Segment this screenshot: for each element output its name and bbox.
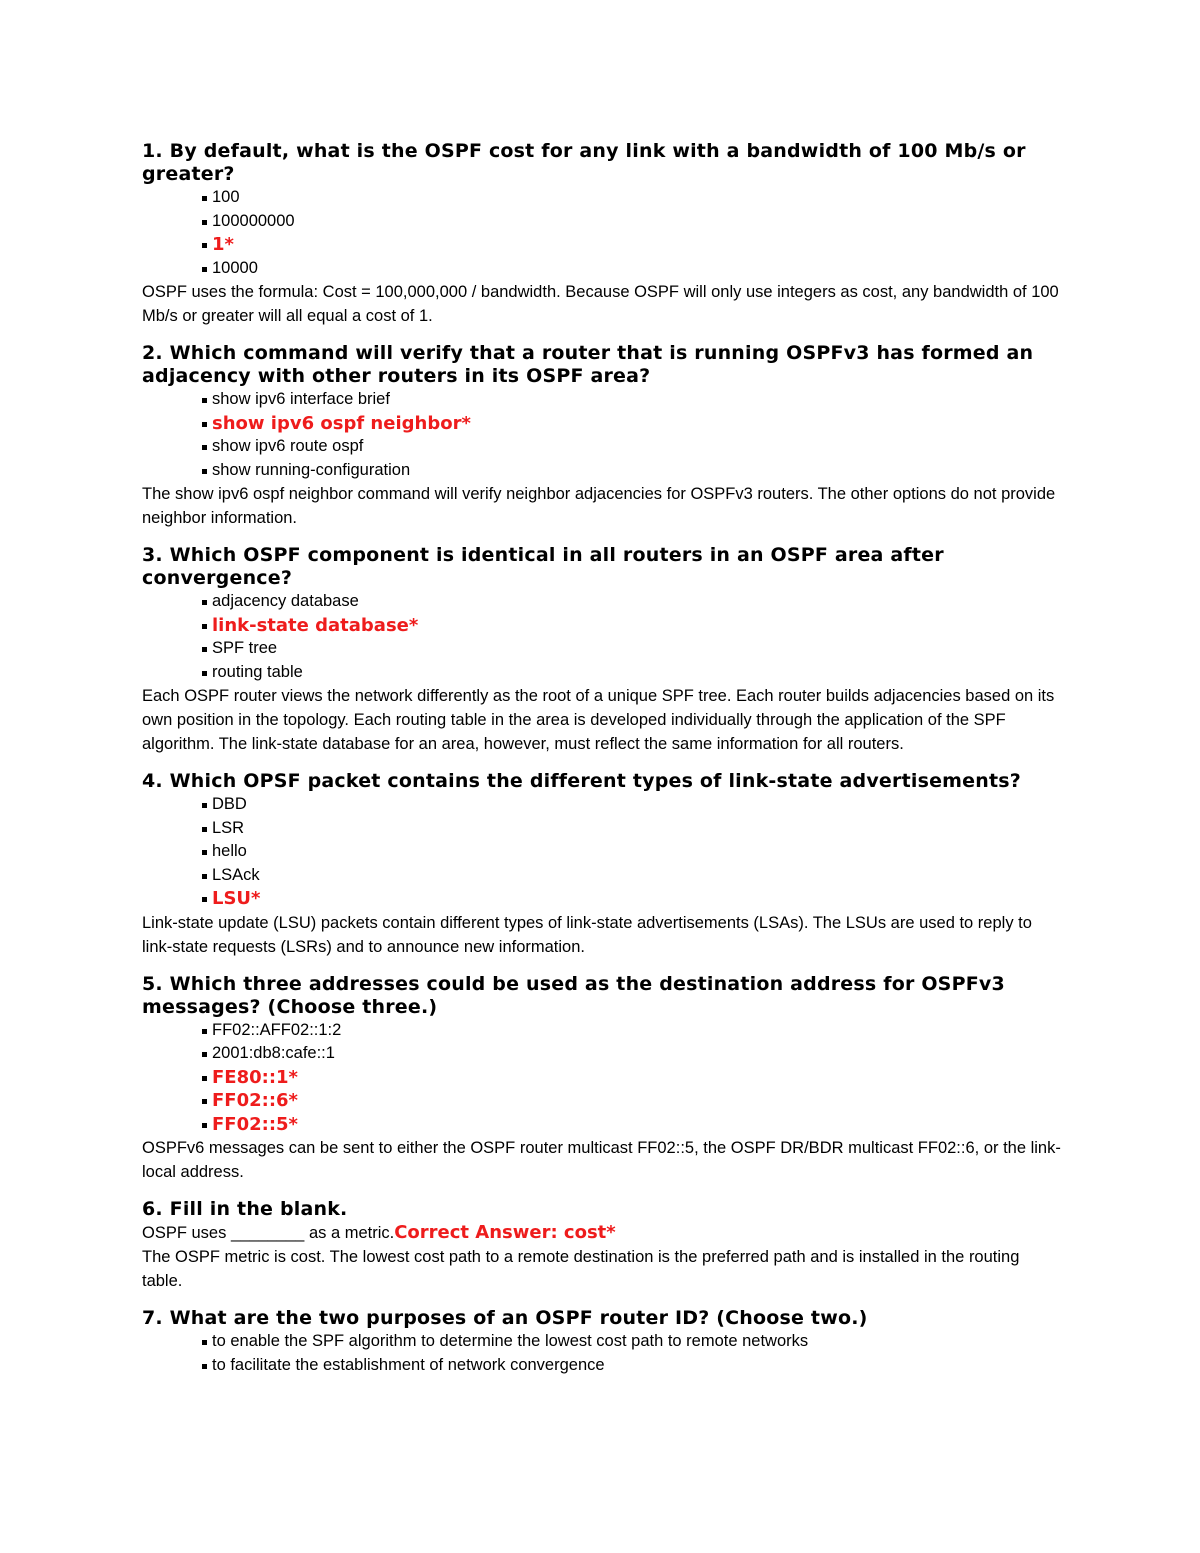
correct-answer-option: FF02::6* bbox=[202, 1089, 1062, 1113]
answer-option: 100000000 bbox=[202, 210, 1062, 234]
question-title: 6. Fill in the blank. bbox=[142, 1198, 348, 1220]
question-3 bbox=[142, 544, 1062, 756]
correct-answer-option: 1* bbox=[202, 233, 1062, 257]
correct-answer-option: FE80::1* bbox=[202, 1066, 1062, 1090]
answer-options bbox=[142, 388, 1062, 482]
answer-option: 10000 bbox=[202, 257, 1062, 281]
question-6 bbox=[142, 1198, 1062, 1293]
answer-option: 100 bbox=[202, 186, 1062, 210]
correct-answer-option: LSU* bbox=[202, 887, 1062, 911]
answer-option: DBD bbox=[202, 793, 1062, 817]
quiz-content bbox=[142, 140, 1062, 1391]
answer-option: SPF tree bbox=[202, 637, 1062, 661]
answer-option: show ipv6 route ospf bbox=[202, 435, 1062, 459]
answer-options bbox=[142, 186, 1062, 280]
question-title: 5. Which three addresses could be used as the destination address for OSPFv3 messages? (Choose three.) bbox=[142, 972, 1005, 1018]
answer-option: LSR bbox=[202, 817, 1062, 841]
explanation-text: Each OSPF router views the network differently as the root of a unique SPF tree. Each router builds adjacencies based on its own position in the topology. Each routing table in the area is developed individually through the application of the SPF algorithm. The link-state database for an area, however, must reflect the same information for all routers. bbox=[142, 687, 1055, 753]
question-title: 3. Which OSPF component is identical in all routers in an OSPF area after convergence? bbox=[142, 544, 944, 589]
question-title: 1. By default, what is the OSPF cost for any link with a bandwidth of 100 Mb/s or greater? bbox=[142, 140, 1026, 185]
answer-option: FF02::AFF02::1:2 bbox=[202, 1019, 1062, 1043]
question-7 bbox=[142, 1307, 1062, 1377]
answer-option: adjacency database bbox=[202, 590, 1062, 614]
answer-option: LSAck bbox=[202, 864, 1062, 888]
answer-option: hello bbox=[202, 840, 1062, 864]
fill-in-blank-line bbox=[142, 1221, 1062, 1245]
answer-option: 2001:db8:cafe::1 bbox=[202, 1042, 1062, 1066]
answer-option: to enable the SPF algorithm to determine the lowest cost path to remote networks bbox=[202, 1330, 1062, 1354]
answer-options bbox=[142, 1019, 1062, 1137]
answer-option: routing table bbox=[202, 661, 1062, 685]
question-1 bbox=[142, 140, 1062, 328]
correct-answer-option: show ipv6 ospf neighbor* bbox=[202, 412, 1062, 436]
answer-options bbox=[142, 1330, 1062, 1377]
question-5 bbox=[142, 973, 1062, 1185]
question-title: 7. What are the two purposes of an OSPF router ID? (Choose two.) bbox=[142, 1307, 868, 1329]
explanation-text: The OSPF metric is cost. The lowest cost path to a remote destination is the preferred path and is installed in the routing table. bbox=[142, 1248, 1020, 1290]
answer-options bbox=[142, 793, 1062, 911]
explanation-text: OSPF uses the formula: Cost = 100,000,000 / bandwidth. Because OSPF will only use integers as cost, any bandwidth of 100 Mb/s or greater will all equal a cost of 1. bbox=[142, 283, 1059, 325]
answer-options bbox=[142, 590, 1062, 684]
correct-answer-option: FF02::5* bbox=[202, 1113, 1062, 1137]
question-title: 2. Which command will verify that a router that is running OSPFv3 has formed an adjacency with other routers in its OSPF area? bbox=[142, 342, 1034, 387]
explanation-text: Link-state update (LSU) packets contain different types of link-state advertisements (LSAs). The LSUs are used to reply to link-state requests (LSRs) and to announce new information. bbox=[142, 913, 1032, 956]
question-4 bbox=[142, 770, 1062, 959]
answer-option: show ipv6 interface brief bbox=[202, 388, 1062, 412]
correct-answer-option: link-state database* bbox=[202, 614, 1062, 638]
fill-in-blank-text: OSPF uses ________ as a metric. bbox=[142, 1224, 395, 1242]
question-title: 4. Which OPSF packet contains the different types of link-state advertisements? bbox=[142, 770, 1021, 792]
question-2 bbox=[142, 342, 1062, 530]
explanation-text: OSPFv6 messages can be sent to either the OSPF router multicast FF02::5, the OSPF DR/BDR multicast FF02::6, or the link-local address. bbox=[142, 1139, 1061, 1181]
answer-option: show running-configuration bbox=[202, 459, 1062, 483]
correct-answer-text: Correct Answer: cost* bbox=[394, 1222, 616, 1243]
answer-option: to facilitate the establishment of network convergence bbox=[202, 1354, 1062, 1378]
explanation-text: The show ipv6 ospf neighbor command will verify neighbor adjacencies for OSPFv3 routers. The other options do not provide neighbor information. bbox=[142, 485, 1056, 527]
